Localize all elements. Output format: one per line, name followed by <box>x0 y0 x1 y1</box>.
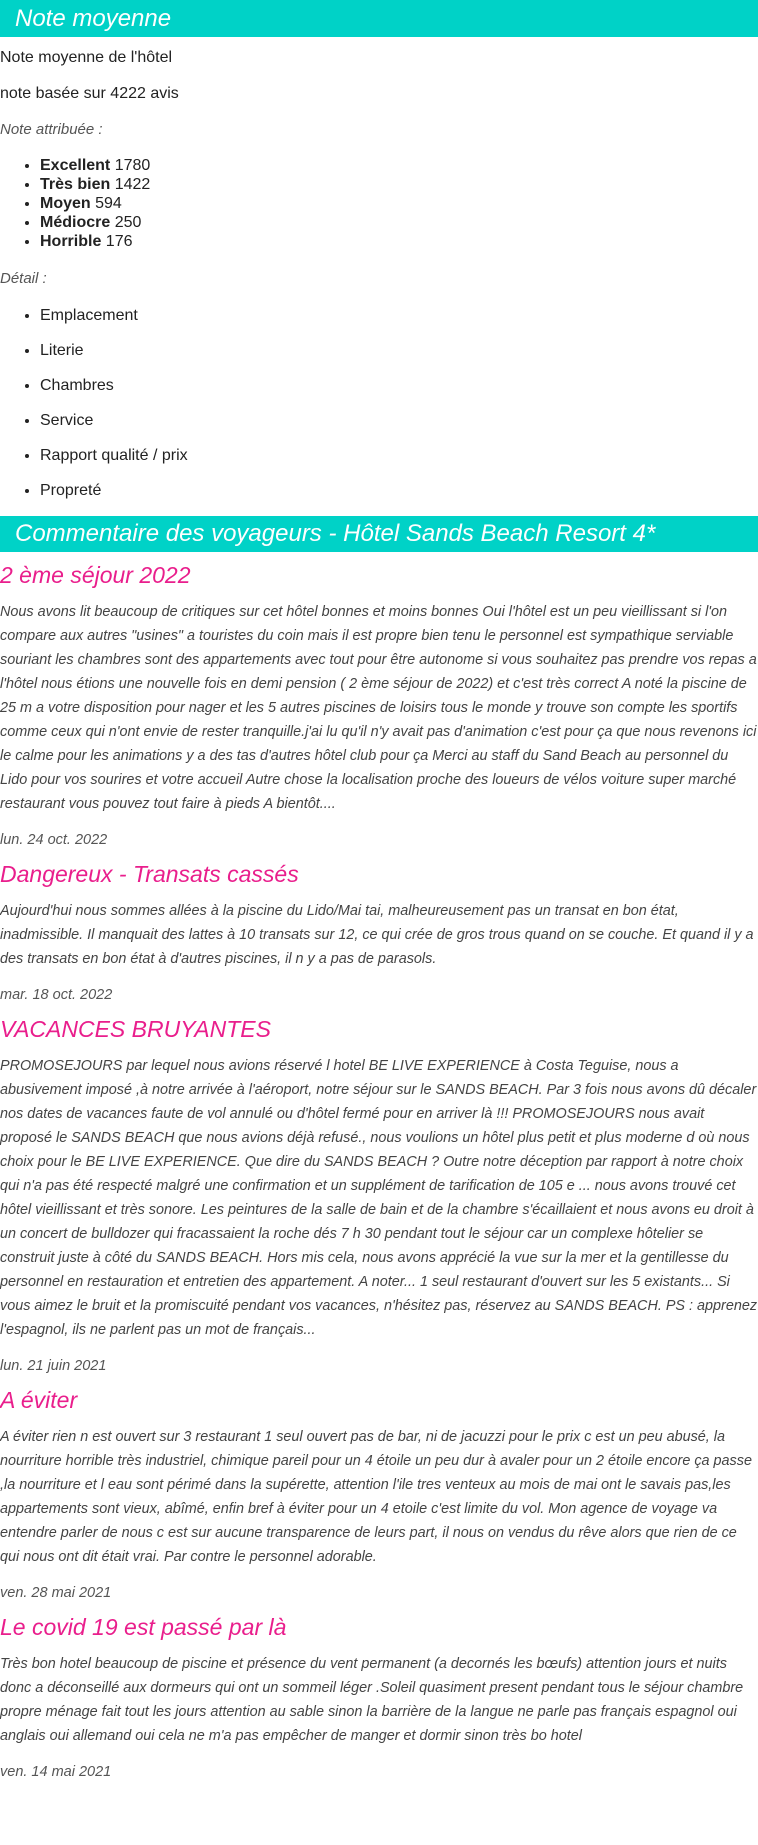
review-count: note basée sur 4222 avis <box>0 85 179 102</box>
review-text: Aujourd'hui nous sommes allées à la piscine du Lido/Mai tai, malheureusement pas un transat en bon état, inadmissible. Il manquait des lattes à 10 transats sur 12, ce qui crée de gros trous quand on se couche. Et quand il y a des transats en bon état à d'autres piscines, il n y a pas de parasols. <box>0 903 754 967</box>
rating-item-horrible <box>40 232 758 251</box>
review-date: lun. 24 oct. 2022 <box>0 832 108 848</box>
rating-count: 250 <box>114 214 142 231</box>
detail-item-rapport-qualite-prix: • Rapport qualité / prix <box>40 446 758 466</box>
rating-count: 176 <box>105 233 133 250</box>
detail-criteria-list <box>0 306 758 501</box>
detail-item-chambres: • Chambres <box>40 376 758 396</box>
rating-item-tres-bien <box>40 175 758 194</box>
rating-item-moyen <box>40 194 758 213</box>
detail-label: Détail : <box>0 270 47 287</box>
rating-label: Excellent <box>40 157 111 174</box>
rating-label: Médiocre <box>40 214 111 231</box>
comments-section-title: Commentaire des voyageurs - Hôtel Sands Beach Resort 4* <box>0 516 758 552</box>
review-text: PROMOSEJOURS par lequel nous avions réservé l hotel BE LIVE EXPERIENCE à Costa Teguise, nous a abusivement imposé ,à notre arrivée à l'aéroport, notre séjour sur le SANDS BEACH. Par 3 fois nous avons dû décaler nos dates de vacances faute de vol annulé ou d'hôtel fermé pour en arriver là !!! PROMOSEJOURS nous avait proposé le SANDS BEACH que nous avions déjà refusé., nous voulions un hôtel plus petit et plus moderne d où nous choix pour le BE LIVE EXPERIENCE. Que dire du SANDS BEACH ? Outre notre déception par rapport à notre choix qui n'a pas été respecté malgré une confirmation et un supplément de tarification de 105 e ... nous avons trouvé cet hôtel vieillissant et très sonore. Les peintures de la salle de bain et de la chambre s'écaillaient et nous avons eu droit à un concert de bulldozer qui fracassaient la roche dés 7 h 30 pendant tout le séjour car un complexe hôtelier se construit juste à côté du SANDS BEACH. Hors mis cela, nous avons apprécié la vue sur la mer et la gentillesse du personnel en restauration et entretien des appartement. A noter... 1 seul restaurant d'ouvert sur les 5 existants... Si vous aimez le bruit et la promiscuité pendant vos vacances, n'hésitez pas, réservez au SANDS BEACH. PS : apprenez l'espagnol, ils ne parlent pas un mot de français... <box>0 1058 758 1338</box>
review-date: mar. 18 oct. 2022 <box>0 987 113 1003</box>
detail-item-service: • Service <box>40 411 758 431</box>
rating-item-mediocre <box>40 213 758 232</box>
rating-summary <box>0 37 758 501</box>
hotel-rating-label: Note moyenne de l'hôtel <box>0 49 173 66</box>
rating-count: 594 <box>95 195 122 212</box>
review-text: A éviter rien n est ouvert sur 3 restaurant 1 seul ouvert pas de bar, ni de jacuzzi pour le prix c est un peu abusé, la nourriture horrible très industriel, chimique pareil pour un 4 étoile un peu dur à avaler pour un 2 étoile encore ça passe ,la nourriture et l eau sont périmé dans la supérette, attention l'ile tres venteux au mois de mai ont le savais pas,les appartements sont vieux, abîmé, enfin bref à éviter pour un 4 etoile c'est limite du vol. Mon agence de voyage va entendre parler de nous c est sur aucune transparence de leurs part, il nous on vendus du rêve alors que rien de ce qui nous ont dit était vrai. Par contre le personnel adorable. <box>0 1429 752 1565</box>
review-title: 2 ème séjour 2022 <box>0 562 191 588</box>
review-date: ven. 28 mai 2021 <box>0 1585 112 1601</box>
review-card <box>0 1612 758 1782</box>
review-date: lun. 21 juin 2021 <box>0 1358 107 1374</box>
reviews-list <box>0 552 758 1782</box>
rating-item-excellent <box>40 156 758 175</box>
detail-item-literie: • Literie <box>40 341 758 361</box>
rating-label: Horrible <box>40 233 102 250</box>
rating-section-title: Note moyenne <box>0 0 758 37</box>
review-title: VACANCES BRUYANTES <box>0 1016 271 1042</box>
review-date: ven. 14 mai 2021 <box>0 1764 112 1780</box>
review-title: Dangereux - Transats cassés <box>0 861 299 887</box>
rating-label: Moyen <box>40 195 91 212</box>
rating-count: 1422 <box>114 176 151 193</box>
review-title: Le covid 19 est passé par là <box>0 1614 287 1640</box>
review-card <box>0 1014 758 1376</box>
rating-label: Très bien <box>40 176 111 193</box>
review-text: Nous avons lit beaucoup de critiques sur cet hôtel bonnes et moins bonnes Oui l'hôtel est un peu vieillissant si l'on compare aux autres "usines" a touristes du coin mais il est propre bien tenu le personnel est sympathique serviable souriant les chambres sont des appartements avec tout pour être autonome si vous souhaitez pas prendre vos repas a l'hôtel nous étions une nouvelle fois en demi pension ( 2 ème séjour de 2022) et c'est très correct A noté la piscine de 25 m a votre disposition pour nager et les 5 autres piscines de loisirs tous le monde y trouve son compte les sportifs comme ceux qui n'ont envie de rester tranquille.j'ai lu qu'il n'y avait pas d'animation c'est pour ça que nous revenons ici le calme pour les animations y a des tas d'autres hôtel club pour ça Merci au staff du Sand Beach au personnel du Lido pour vos sourires et votre accueil Autre chose la localisation proche des loueurs de vélos voiture super marché restaurant vous pouvez tout faire à pieds A bientôt.... <box>0 604 757 812</box>
detail-item-proprete: • Propreté <box>40 481 758 501</box>
detail-item-emplacement: • Emplacement <box>40 306 758 326</box>
review-card <box>0 859 758 1005</box>
review-card <box>0 1385 758 1603</box>
rating-distribution-list <box>0 156 758 251</box>
review-title: A éviter <box>0 1387 78 1413</box>
rating-count: 1780 <box>114 157 151 174</box>
review-card <box>0 560 758 850</box>
distribution-label: Note attribuée : <box>0 121 103 138</box>
review-text: Très bon hotel beaucoup de piscine et présence du vent permanent (a decornés les bœufs) attention jours et nuits donc a déconseillé aux dormeurs qui ont un sommeil léger .Soleil quasiment present pendant tous le séjour chambre propre ménage fait tout les jours attention au sable sinon la barrière de la langue ne parle pas français espagnol oui anglais oui allemand oui cela ne m'a pas empêcher de manger et dormir sinon très bo hotel <box>0 1656 744 1744</box>
